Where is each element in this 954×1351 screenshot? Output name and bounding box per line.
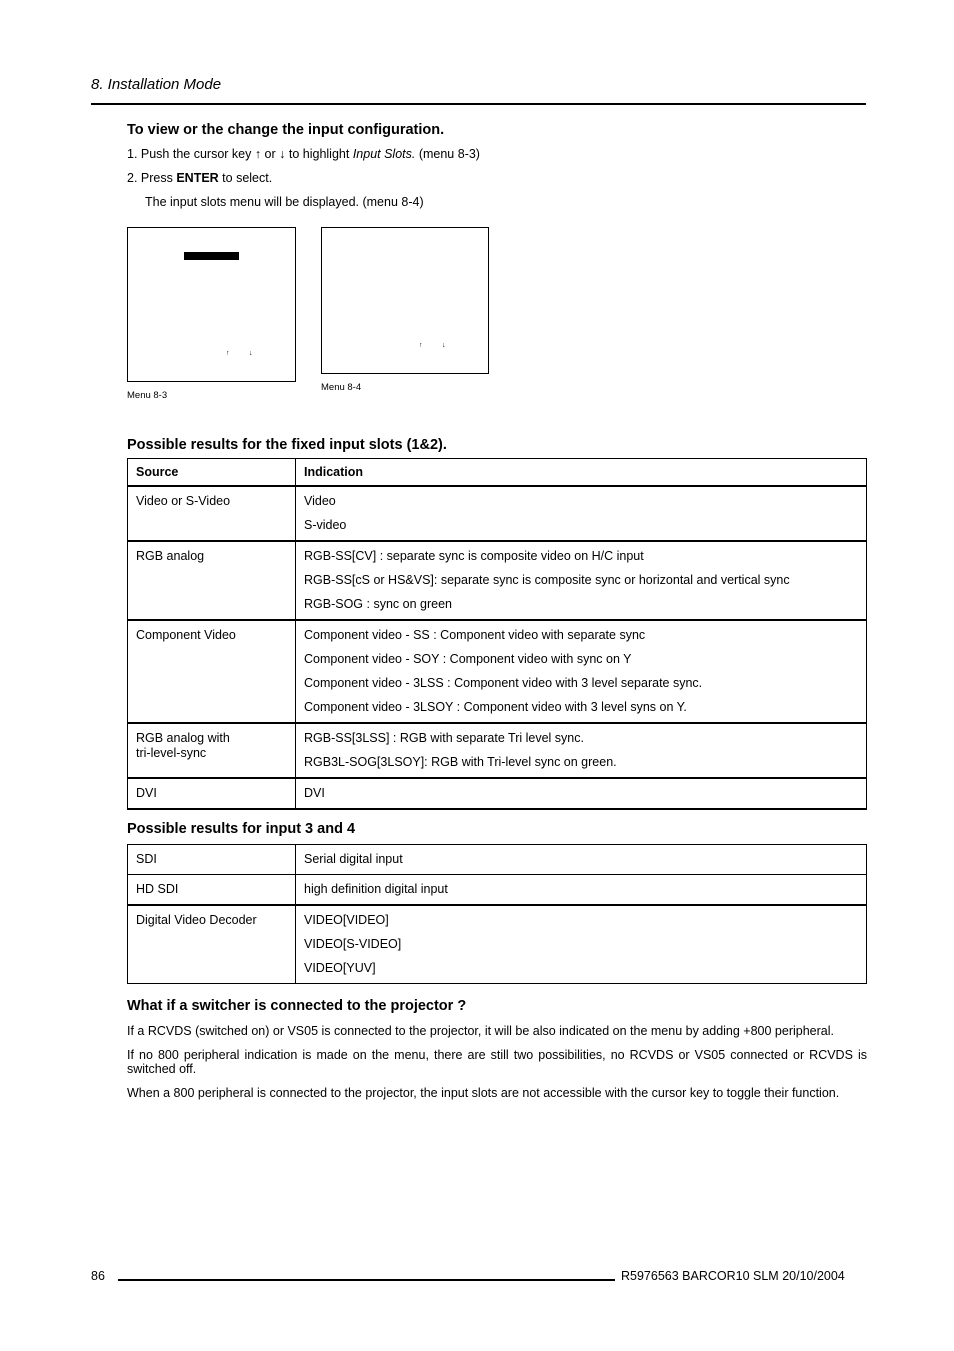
table-row [128,620,867,723]
indication-line: Component video - 3LSS : Component video with 3 level separate sync. [304,676,703,690]
up-arrow-icon: ↑ [419,342,423,349]
menu-8-4-caption: Menu 8-4 [321,382,362,393]
menu-8-4-figure [321,227,489,374]
step-note: The input slots menu will be displayed. (menu 8-4) [145,195,424,209]
section-title-switcher: What if a switcher is connected to the projector ? [127,998,467,1014]
indication-line: VIDEO[VIDEO] [304,913,389,927]
paragraph-1: If a RCVDS (switched on) or VS05 is connected to the projector, it will be also indicated on the menu by adding +800 peripheral. [127,1024,835,1038]
header-rule [91,103,866,105]
table-row [128,723,867,778]
page-number: 86 [91,1269,105,1283]
indication-line: RGB-SS[3LSS] : RGB with separate Tri level sync. [304,731,584,745]
highlight-bar [184,252,239,260]
table-row [128,905,867,984]
indication-line: VIDEO[S-VIDEO] [304,937,402,951]
source-cell: RGB analog with tri-level-sync [128,723,296,778]
paragraph-2: If no 800 peripheral indication is made on the menu, there are still two possibilities, no RCVDS or VS05 connected or RCVDS is switched off. [127,1048,867,1076]
indication-line: Component video - 3LSOY : Component video with 3 level syns on Y. [304,700,687,714]
source-cell: RGB analog [136,549,205,563]
source-cell: SDI [136,852,157,866]
source-cell: Digital Video Decoder [136,913,257,927]
source-cell: DVI [136,786,157,800]
indication-line: DVI [304,786,325,800]
paragraph-3: When a 800 peripheral is connected to the projector, the input slots are not accessible with the cursor key to toggle their function. [127,1086,840,1100]
section-title-view-config: To view or the change the input configuration. [127,122,445,138]
step-1: 1. Push the cursor key ↑ or ↓ to highlight Input Slots. (menu 8-3) [127,147,480,161]
table-row [128,875,867,906]
section-title-fixed-slots: Possible results for the fixed input slots (1&2). [127,437,447,453]
indication-line: RGB-SOG : sync on green [304,597,452,611]
up-arrow-icon: ↑ [226,350,230,357]
fixed-slots-table [127,458,867,810]
indication-line: high definition digital input [304,882,448,896]
chapter-heading: 8. Installation Mode [91,76,222,93]
header-source: Source [128,459,296,487]
source-cell: Video or S-Video [136,494,231,508]
source-cell: Component Video [136,628,236,642]
document-reference: R5976563 BARCOR10 SLM 20/10/2004 [621,1269,845,1283]
indication-line: RGB-SS[cS or HS&VS]: separate sync is composite sync or horizontal and vertical sync [304,573,790,587]
indication-line: S-video [304,518,347,532]
source-cell: HD SDI [136,882,179,896]
down-arrow-icon: ↓ [249,350,253,357]
indication-line: RGB-SS[CV] : separate sync is composite video on H/C input [304,549,644,563]
indication-line: VIDEO[YUV] [304,961,376,975]
menu-8-3-caption: Menu 8-3 [127,390,168,401]
indication-line: Serial digital input [304,852,403,866]
indication-line: Video [304,494,336,508]
indication-line: Component video - SOY : Component video with sync on Y [304,652,632,666]
down-arrow-icon: ↓ [442,342,446,349]
table-row [128,845,867,875]
footer-rule [118,1279,615,1281]
table-row [128,486,867,541]
header-indication: Indication [296,459,867,487]
indication-line: Component video - SS : Component video with separate sync [304,628,646,642]
input-3-4-table [127,844,867,984]
table-row [128,778,867,809]
step-2: 2. Press ENTER to select. [127,171,273,185]
table-row [128,541,867,620]
indication-line: RGB3L-SOG[3LSOY]: RGB with Tri-level sync on green. [304,755,617,769]
table-header-row [128,459,867,487]
menu-8-3-figure [127,227,296,382]
section-title-input-3-4: Possible results for input 3 and 4 [127,821,356,837]
